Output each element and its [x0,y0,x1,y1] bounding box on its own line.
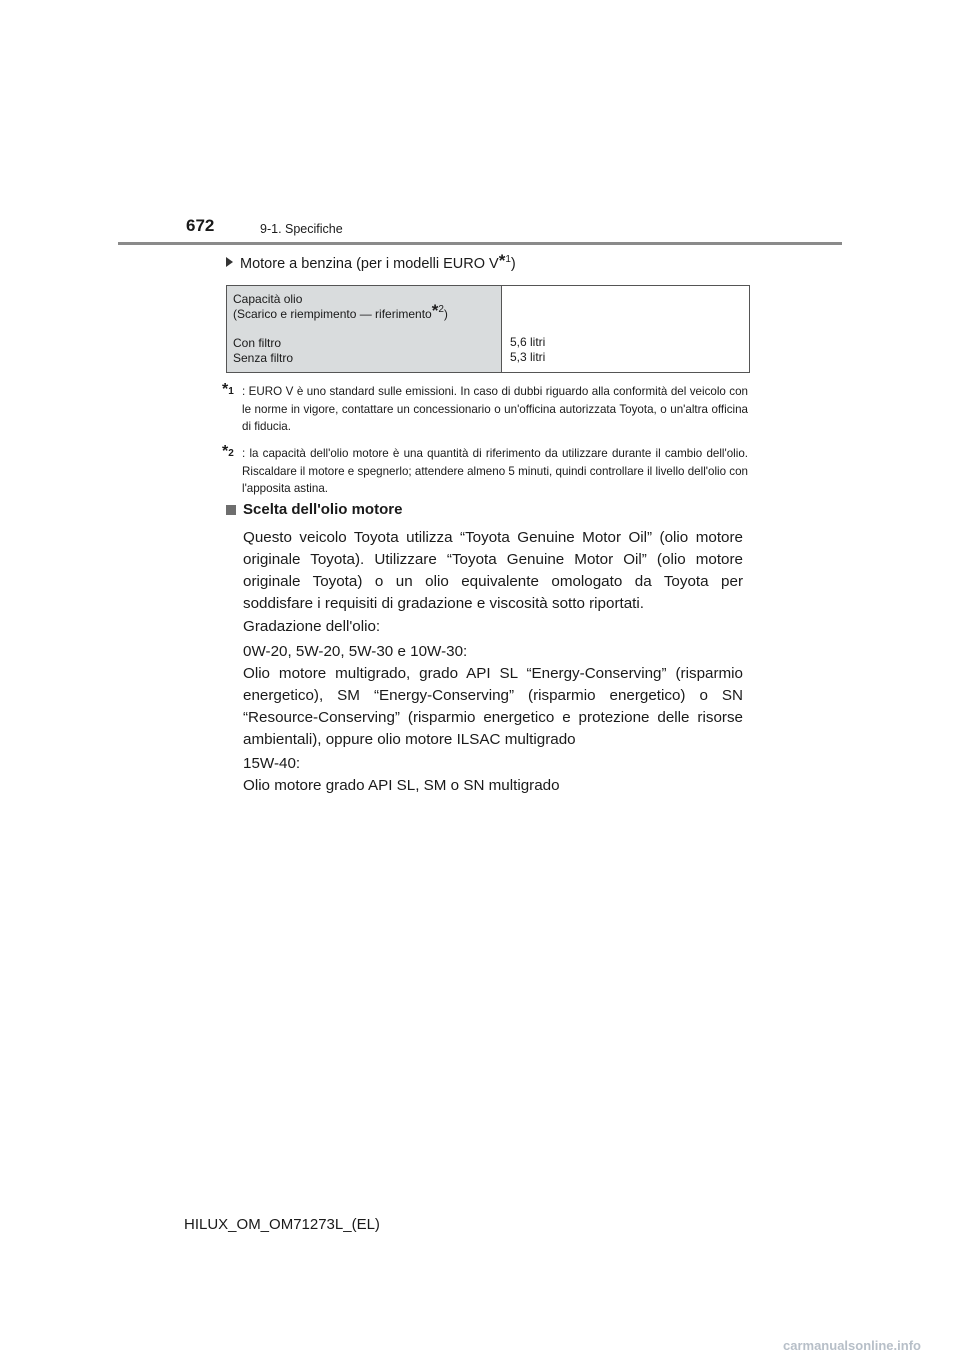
footnote-1-text: : EURO V è uno standard sulle emissioni. In caso di dubbi riguardo alla conformità del veicolo con le norme in vigore, contattare un concessionario o un'officina autorizzata Toyota, o un'altra officina di fiducia. [242,385,748,433]
grade-2-title: 15W-40: [243,755,301,772]
grade-2-text: Olio motore grado API SL, SM o SN multigrado [243,777,560,794]
engine-subheading [226,251,516,272]
footnote-1 [222,383,748,436]
row-value-with-filter: 5,6 litri [510,335,546,349]
subheading-close: ) [510,256,516,272]
table-title-close: ) [443,307,448,321]
row-label-with-filter: Con filtro [233,336,282,350]
table-title-text: (Scarico e riempimento — riferimento [233,307,432,321]
triangle-bullet-icon [226,257,233,267]
page-number: 672 [186,216,215,235]
grade-1-text: Olio motore multigrado, grado API SL “Energy-Conserving” (risparmio energetico), SM “Energy-Conserving” (risparmio energetico) o SN “Resource-Conserving” (risparmio energetico e protezione delle risorse ambientali), oppure olio motore ILSAC multigrado [243,665,743,748]
subheading-ref: 1 [505,254,511,265]
table-label-column [227,286,502,372]
footnote-2-text: : la capacità dell'olio motore è una quantità di riferimento da utilizzare durante il cambio dell'olio. Riscaldare il motore e spegnerlo; attendere almeno 5 minuti, quindi controllare il livello dell'olio con l'apposita astina. [242,447,748,495]
paragraph-intro: Questo veicolo Toyota utilizza “Toyota Genuine Motor Oil” (olio motore originale Toyota). Utilizzare “Toyota Genuine Motor Oil” (olio motore originale Toyota) o un olio equivalente omologato da Toyota per soddisfare i requisiti di gradazione e viscosità sotto riportati. [243,529,743,612]
document-id: HILUX_OM_OM71273L_(EL) [184,1216,380,1233]
section-label: 9-1. Specifiche [260,222,343,236]
subheading-star: * [498,251,506,270]
footnote-2-num: 2 [228,448,234,459]
subheading-text: Motore a benzina (per i modelli EURO V [240,256,499,272]
table-title-line1: Capacità olio [233,292,303,306]
grade-block-2 [243,753,743,797]
table-title-star: * [431,301,439,320]
footnote-1-num: 1 [228,386,234,397]
row-value-without-filter: 5,3 litri [510,350,546,364]
square-bullet-icon [226,505,236,515]
table-value-column [502,286,749,372]
grade-block-1 [243,641,743,751]
header-rule [118,242,842,245]
oil-capacity-table [226,285,750,373]
row-label-without-filter: Senza filtro [233,351,294,365]
watermark: carmanualsonline.info [783,1338,921,1353]
section-title: Scelta dell'olio motore [243,501,403,518]
table-title-line2 [233,301,495,322]
table-title-ref: 2 [438,304,444,315]
paragraph-grade-label: Gradazione dell'olio: [243,618,381,635]
grade-1-title: 0W-20, 5W-20, 5W-30 e 10W-30: [243,643,468,660]
footnote-2 [222,445,748,498]
footnote-1-star: * [222,381,229,398]
footnote-2-star: * [222,443,229,460]
